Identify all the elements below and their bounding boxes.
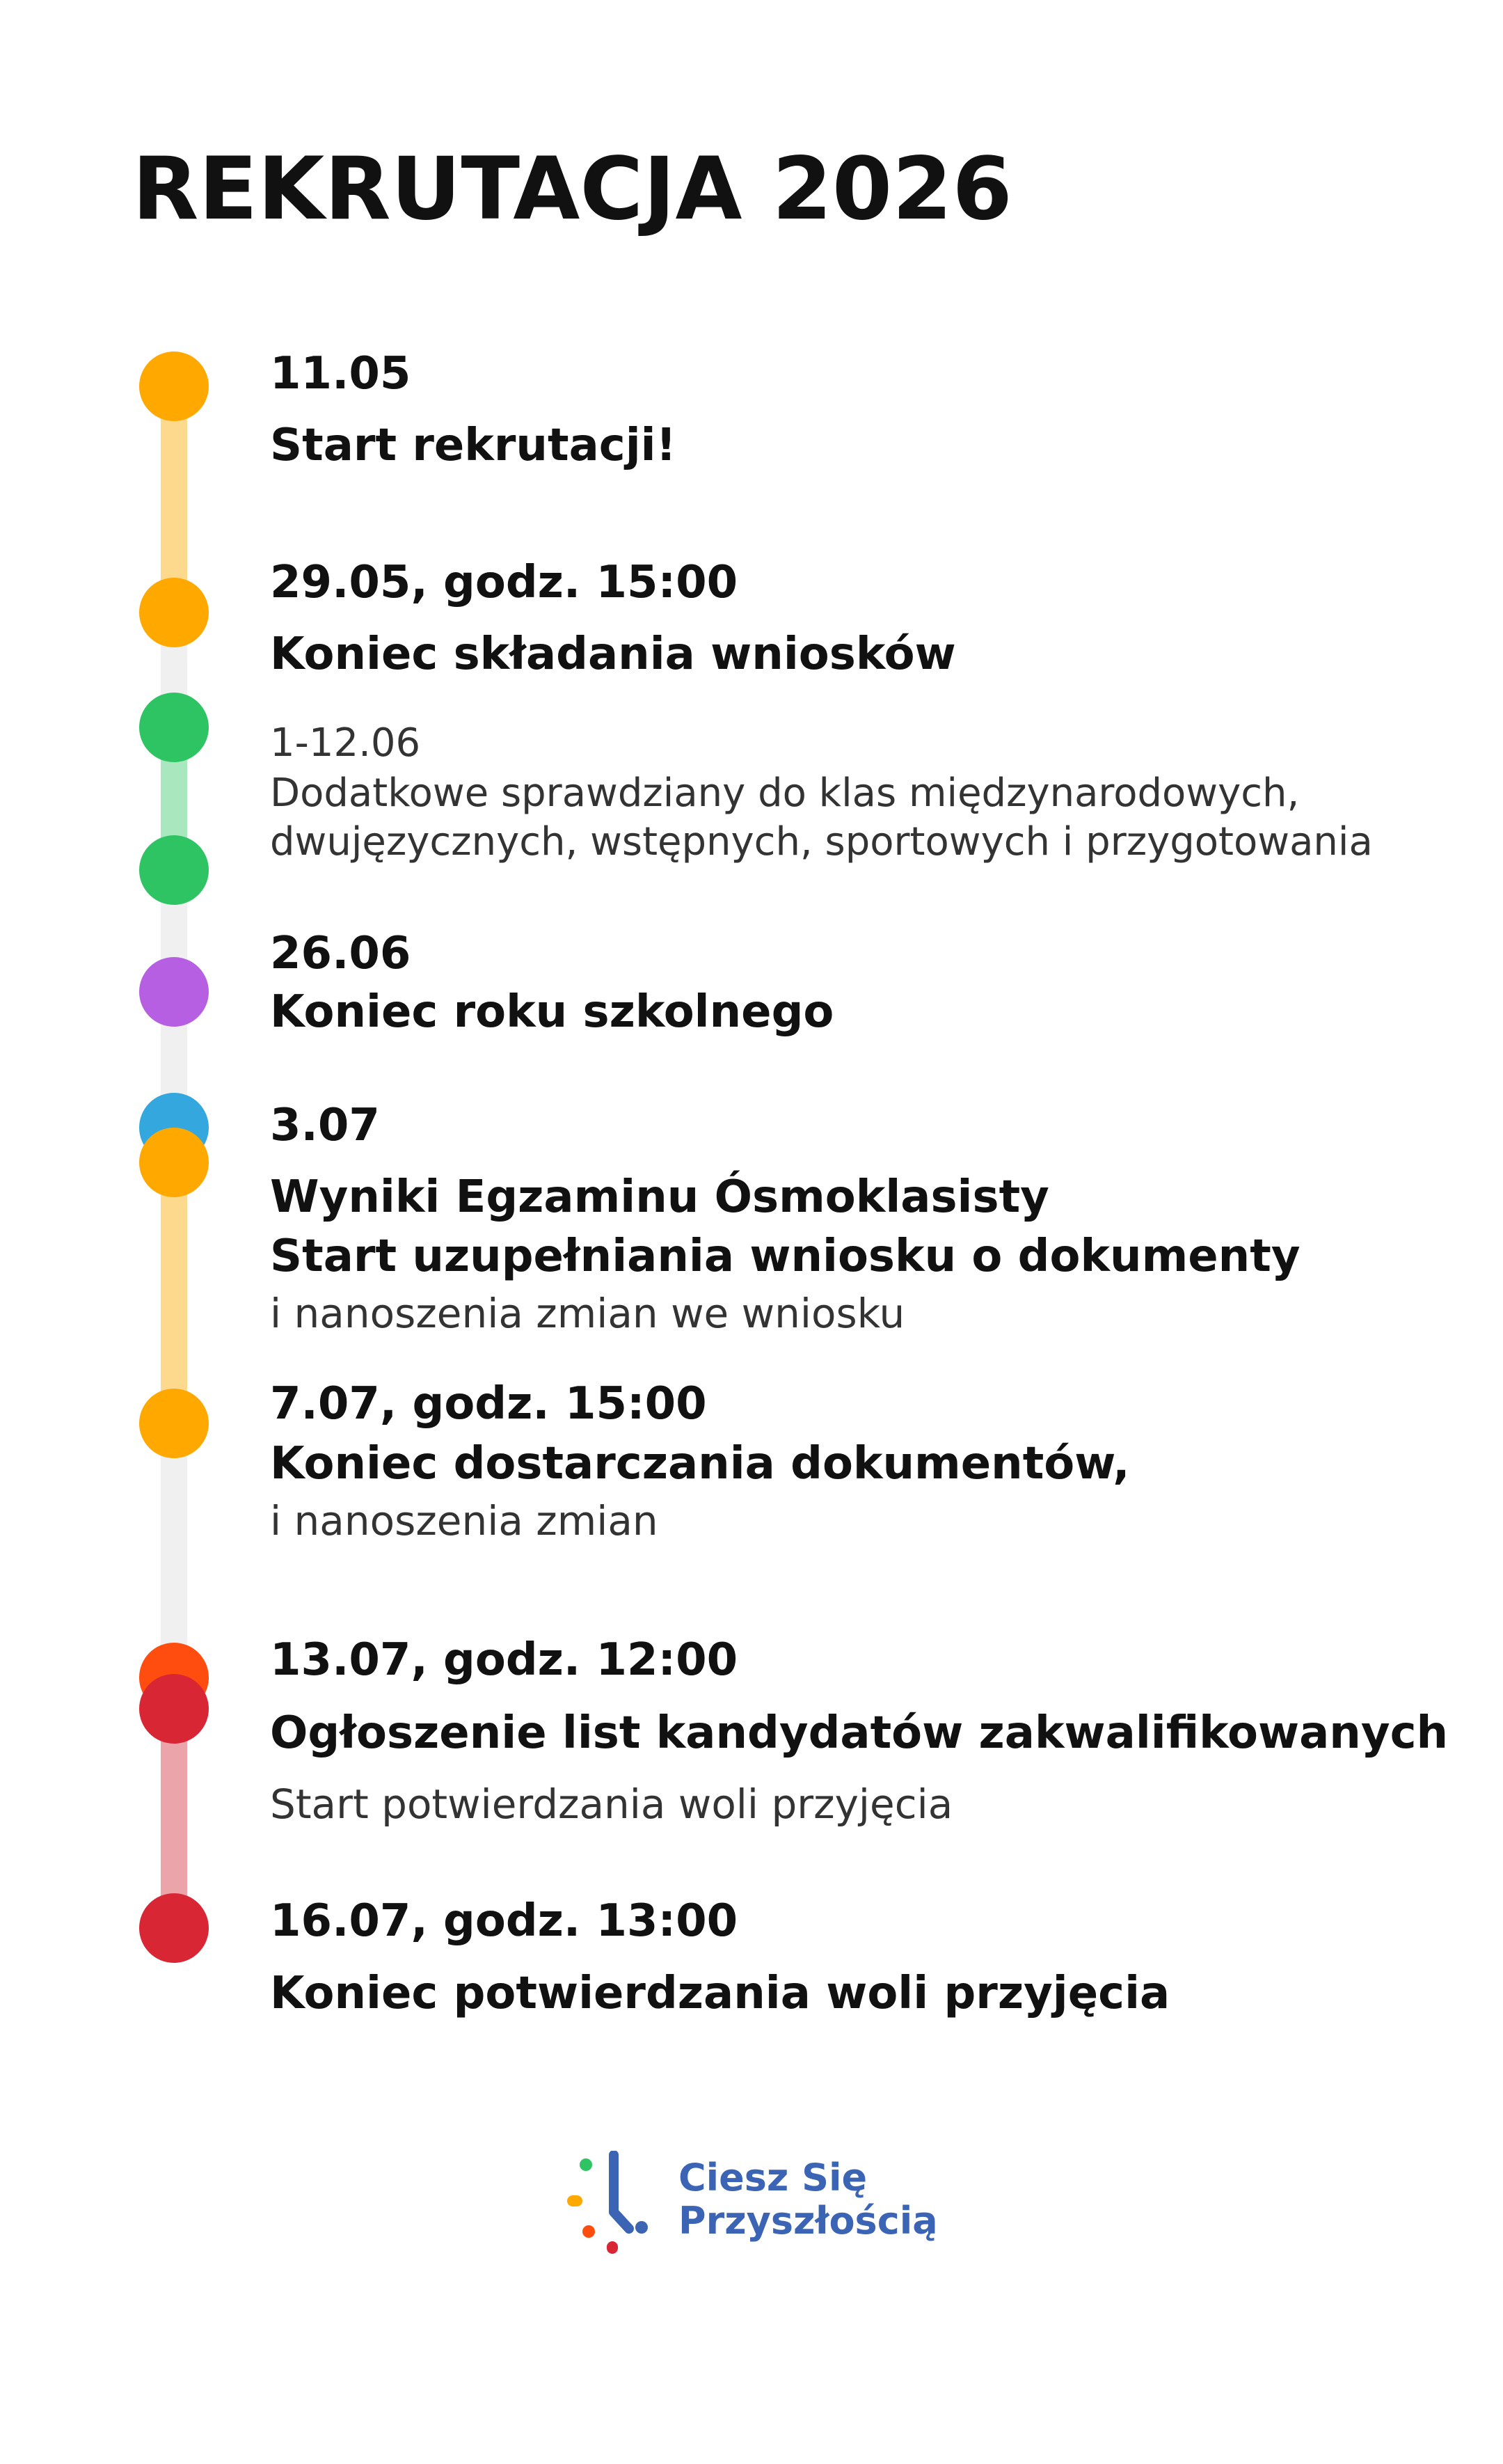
event-title: Koniec dostarczania dokumentów, (270, 1438, 1130, 1490)
timeline-dot-tests-end (139, 835, 209, 905)
track-segment (161, 1423, 187, 1677)
event-date: 3.07 (270, 1100, 380, 1151)
timeline-dot-start (139, 352, 209, 421)
event-date: 16.07, godz. 13:00 (270, 1895, 738, 1947)
timeline-dot-documents-start (139, 1128, 209, 1197)
event-note: i nanoszenia zmian (270, 1497, 658, 1545)
logo (564, 2151, 953, 2262)
event-description: Dodatkowe sprawdziany do klas międzynarodowych, (270, 771, 1300, 816)
event-title: Koniec potwierdzania woli przyjęcia (270, 1968, 1170, 2019)
event-title: Start uzupełniania wniosku o dokumenty (270, 1231, 1301, 1282)
track-segment (161, 1162, 187, 1423)
event-date: 11.05 (270, 348, 411, 400)
event-date: 13.07, godz. 12:00 (270, 1634, 738, 1686)
event-date: 7.07, godz. 15:00 (270, 1378, 707, 1430)
timeline-dot-confirmation-end (139, 1893, 209, 1963)
timeline-dot-documents-end (139, 1389, 209, 1458)
logo-line1: Ciesz Się (678, 2156, 868, 2200)
event-note: i nanoszenia zmian we wniosku (270, 1290, 905, 1337)
page-title: REKRUTACJA 2026 (132, 139, 1012, 239)
event-title: Start rekrutacji! (270, 420, 676, 471)
timeline-dot-tests-start (139, 693, 209, 762)
event-date: 29.05, godz. 15:00 (270, 557, 738, 608)
logo-mark-icon (564, 2151, 661, 2255)
timeline-dot-school-year-end (139, 957, 209, 1027)
logo-text (678, 2156, 938, 2243)
event-title: Koniec składania wniosków (270, 629, 956, 680)
timeline-dot-applications-end (139, 578, 209, 647)
event-date: 26.06 (270, 928, 411, 979)
event-title: Koniec roku szkolnego (270, 986, 834, 1038)
event-title: Ogłoszenie list kandydatów zakwalifikowanych (270, 1707, 1449, 1759)
event-date: 1-12.06 (270, 720, 421, 766)
event-title: Wyniki Egzaminu Ósmoklasisty (270, 1171, 1049, 1223)
timeline-dot-confirmation-start (139, 1674, 209, 1744)
event-description: dwujęzycznych, wstępnych, sportowych i przygotowania (270, 819, 1373, 864)
event-note: Start potwierdzania woli przyjęcia (270, 1780, 953, 1828)
logo-line2: Przyszłością (678, 2199, 938, 2243)
